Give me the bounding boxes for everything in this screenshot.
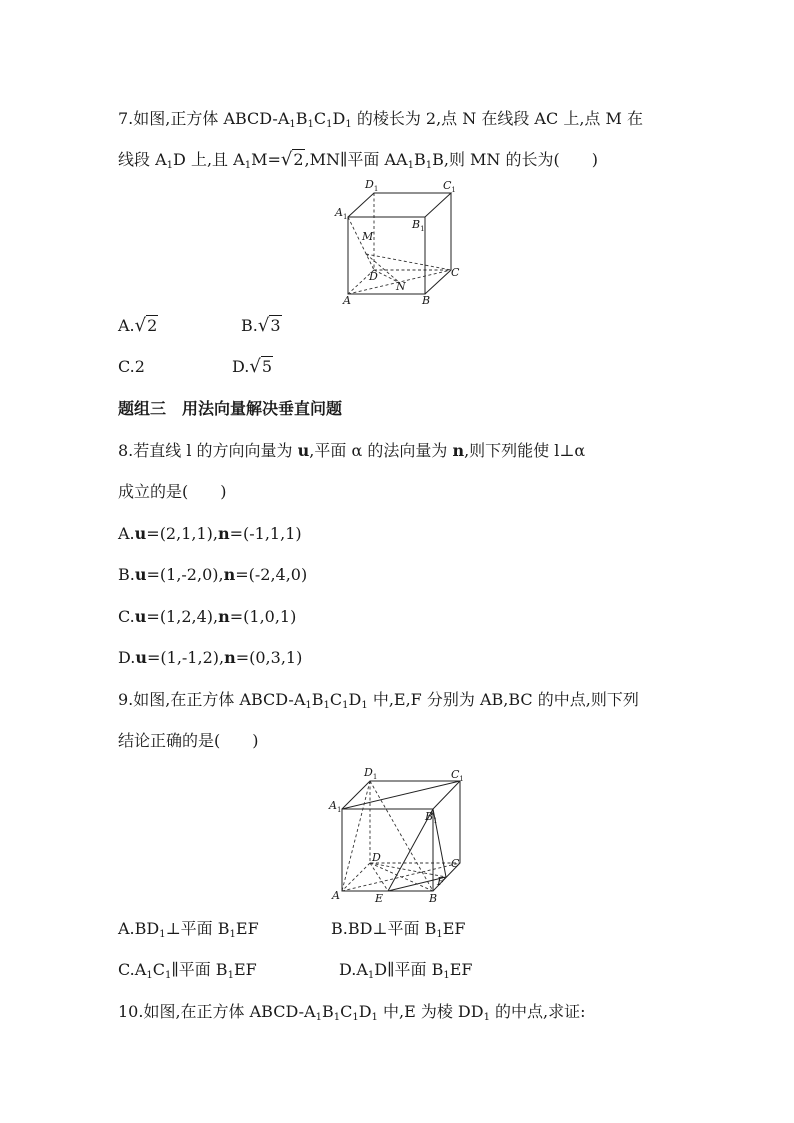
section-heading: 题组三 用法向量解决垂直问题 (118, 399, 343, 418)
label-B1: $B_1$ (412, 218, 425, 233)
sqrt-symbol: √2 (280, 149, 304, 170)
cube-figure-q7 (330, 176, 465, 306)
q9-option-b[interactable]: B.BD⊥平面 $B_1EF$ (331, 919, 466, 940)
label-A1: $A_1$ (335, 206, 348, 221)
label-F: F (437, 875, 445, 888)
q8-option-c[interactable]: C.u=(1,2,4),n=(1,0,1) (118, 607, 297, 626)
label-C: C (451, 266, 460, 279)
label-C1: $C_1$ (443, 179, 456, 194)
cube-figure-q9 (328, 764, 468, 906)
q10-line1: 10.如图,在正方体 ABCD-$A_1B_1C_1D_1$ 中,E 为棱 $DD_1$ 的中点,求证: (118, 1002, 586, 1023)
q7-option-d[interactable]: D.√5 (232, 356, 273, 377)
label-C: C (451, 857, 460, 870)
label-D1: $D_1$ (365, 178, 379, 193)
label-B: B (429, 892, 438, 905)
label-D1: $D_1$ (364, 766, 378, 781)
label-D: D (369, 270, 378, 283)
label-B1: $B_1$ (425, 810, 438, 825)
label-M: M (362, 230, 374, 243)
label-E: E (375, 892, 384, 905)
label-N: N (396, 280, 406, 293)
q8-line1: 8.若直线 l 的方向向量为 u,平面 α 的法向量为 n,则下列能使 l⊥α (118, 441, 586, 460)
q9-line1: 9.如图,在正方体 ABCD-$A_1B_1C_1D_1$ 中,E,F 分别为 AB,BC 的中点,则下列 (118, 690, 639, 711)
q9-option-d[interactable]: $D.A_1D\parallel$平面 $B_1EF$ (339, 960, 473, 981)
label-A: A (343, 294, 351, 306)
q8-line2: 成立的是( ) (118, 482, 227, 501)
q9-option-a[interactable]: $A.BD_1\perp$平面 $B_1EF$ (118, 919, 259, 940)
q8-option-d[interactable]: D.u=(1,-1,2),n=(0,3,1) (118, 648, 303, 667)
q7-option-a[interactable]: A.√2 (118, 315, 158, 336)
q9-option-c[interactable]: $C.A_1C_1\parallel$平面 $B_1EF$ (118, 960, 257, 981)
q7-line2: 线段 $A_1D$ 上,且 $A_1M=√2,MN\parallel$平面 $AA_1B_1B$,则 MN 的长为( ) (118, 149, 598, 171)
label-A1: $A_1$ (329, 799, 342, 814)
label-A: A (332, 889, 340, 902)
q9-line2: 结论正确的是( ) (118, 731, 259, 750)
label-B: B (422, 294, 431, 306)
label-C1: $C_1$ (451, 768, 464, 783)
q8-option-b[interactable]: B.u=(1,-2,0),n=(-2,4,0) (118, 565, 308, 584)
q7-option-c[interactable]: C.2 (118, 357, 145, 376)
label-D: D (372, 851, 381, 864)
q7-line1: 7.如图,正方体 ABCD-$A_1B_1C_1D_1$ 的棱长为 2,点 N 在线段 AC 上,点 M 在 (118, 109, 643, 130)
q8-option-a[interactable]: A.u=(2,1,1),n=(-1,1,1) (118, 524, 302, 543)
q7-option-b[interactable]: B.√3 (241, 315, 281, 336)
